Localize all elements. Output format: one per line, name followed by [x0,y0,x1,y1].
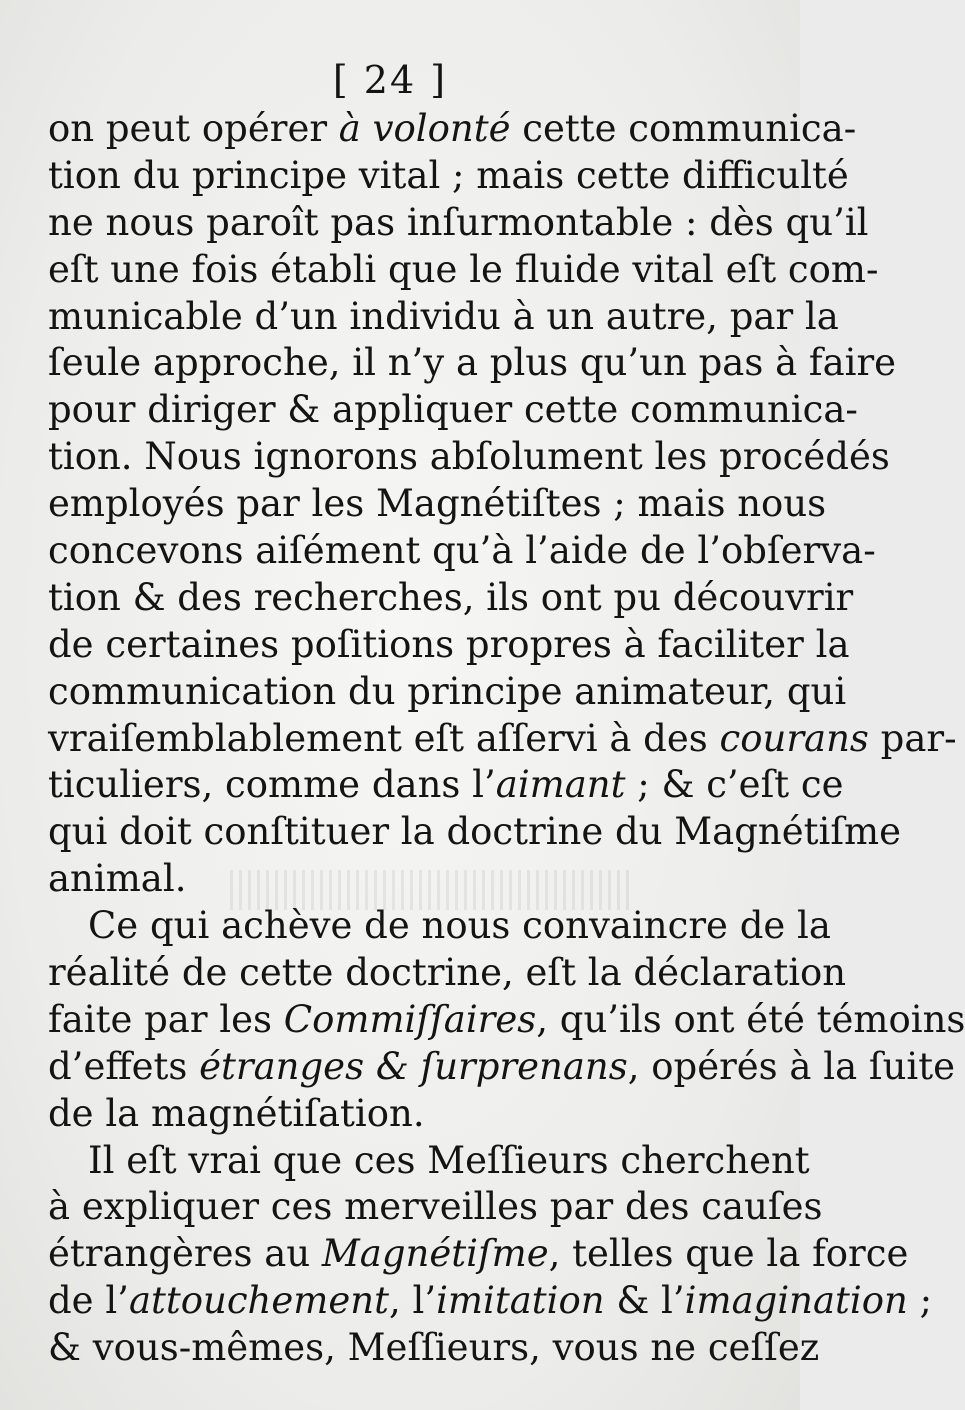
italic-text: à volonté [338,107,511,150]
text-line [48,528,876,575]
text-segment: par- [868,716,957,760]
text-segment: de certaines poſitions propres à faciliter la [48,622,850,666]
text-line [48,1091,758,1138]
italic-text: imitation [436,1279,605,1323]
italic-text: Magnétiſme [321,1232,549,1276]
italic-text: Commiſſaires [283,997,537,1041]
text-segment: faite par les [48,997,284,1041]
text-line [48,669,847,716]
text-segment: Ce qui achève de nous convaincre de la [88,904,831,948]
text-segment: étrangères au [48,1232,322,1276]
text-segment: on peut opérer [48,107,339,150]
text-segment: réalité de cette doctrine, eſt la déclaration [48,951,847,995]
text-segment: concevons aiſément qu’à l’aide de l’obſerva- [48,529,876,573]
text-segment: ne nous paroît pas inſurmontable : dès qu’il [48,200,869,244]
italic-text: attouchement [128,1279,389,1323]
text-line [48,622,850,669]
text-segment: tion. Nous ignorons abſolument les procédés [48,435,890,479]
text-line [48,153,849,200]
text-segment: vraiſemblablement eſt aſſervi à des [48,716,720,760]
text-line [48,247,879,294]
text-segment: & vous-mêmes, Meſſieurs, vous ne ceſſez [48,1326,820,1370]
text-line [48,716,957,763]
text-line [48,575,854,622]
text-segment: ; & c’eſt ce [625,763,844,807]
text-segment: & l’ [604,1279,685,1323]
text-line [48,294,839,341]
text-segment: , l’ [388,1279,437,1323]
text-line [48,950,847,997]
page-number: [ 24 ] [332,58,448,102]
text-segment: ; [907,1279,933,1323]
text-segment: tion & des recherches, ils ont pu découvrir [48,575,854,619]
text-line [48,1278,933,1325]
italic-text: imagination [684,1279,908,1323]
text-line [48,1044,956,1091]
text-segment: à expliquer ces merveilles par des cauſes [48,1185,823,1229]
text-line [48,762,844,809]
text-line [48,1231,909,1278]
text-segment: ſeule approche, il n’y a plus qu’un pas à faire [48,341,897,385]
italic-text: étranges & ſurprenans [199,1044,628,1088]
body-text [48,106,965,1372]
text-segment: animal. [48,857,187,901]
text-line [48,481,827,528]
text-line [48,1138,810,1185]
text-line [48,106,857,153]
text-line [48,903,831,950]
text-segment: eſt une fois établi que le fluide vital eſt com- [48,247,879,291]
text-line [48,809,902,856]
text-line [48,340,897,387]
text-segment: cette communica- [510,107,857,150]
text-line [48,387,858,434]
text-segment: communication du principe animateur, qui [48,669,847,713]
text-segment: Il eſt vrai que ces Meſſieurs cherchent [88,1138,810,1182]
text-segment: qui doit conſtituer la doctrine du Magnétiſme [48,810,902,854]
text-line [48,997,965,1044]
text-segment: pour diriger & appliquer cette communica- [48,388,858,432]
text-segment: , telles que la force [548,1232,909,1276]
text-segment: ticuliers, comme dans l’ [48,763,496,807]
text-line [48,200,869,247]
text-line [48,1184,823,1231]
text-line [48,434,890,481]
italic-text: aimant [495,763,626,807]
text-segment: employés par les Magnétiſtes ; mais nous [48,482,827,526]
text-segment: municable d’un individu à un autre, par la [48,294,839,338]
italic-text: courans [719,716,869,760]
text-segment: de l’ [48,1279,129,1323]
text-segment: , opérés à la ſuite [627,1044,956,1088]
text-segment: tion du principe vital ; mais cette difficulté [48,153,849,197]
text-segment: de la magnétiſation. [48,1091,425,1135]
text-line [48,856,758,903]
text-line [48,1325,820,1372]
text-segment: d’effets [48,1044,200,1088]
text-segment: , qu’ils ont été témoins [536,997,965,1041]
